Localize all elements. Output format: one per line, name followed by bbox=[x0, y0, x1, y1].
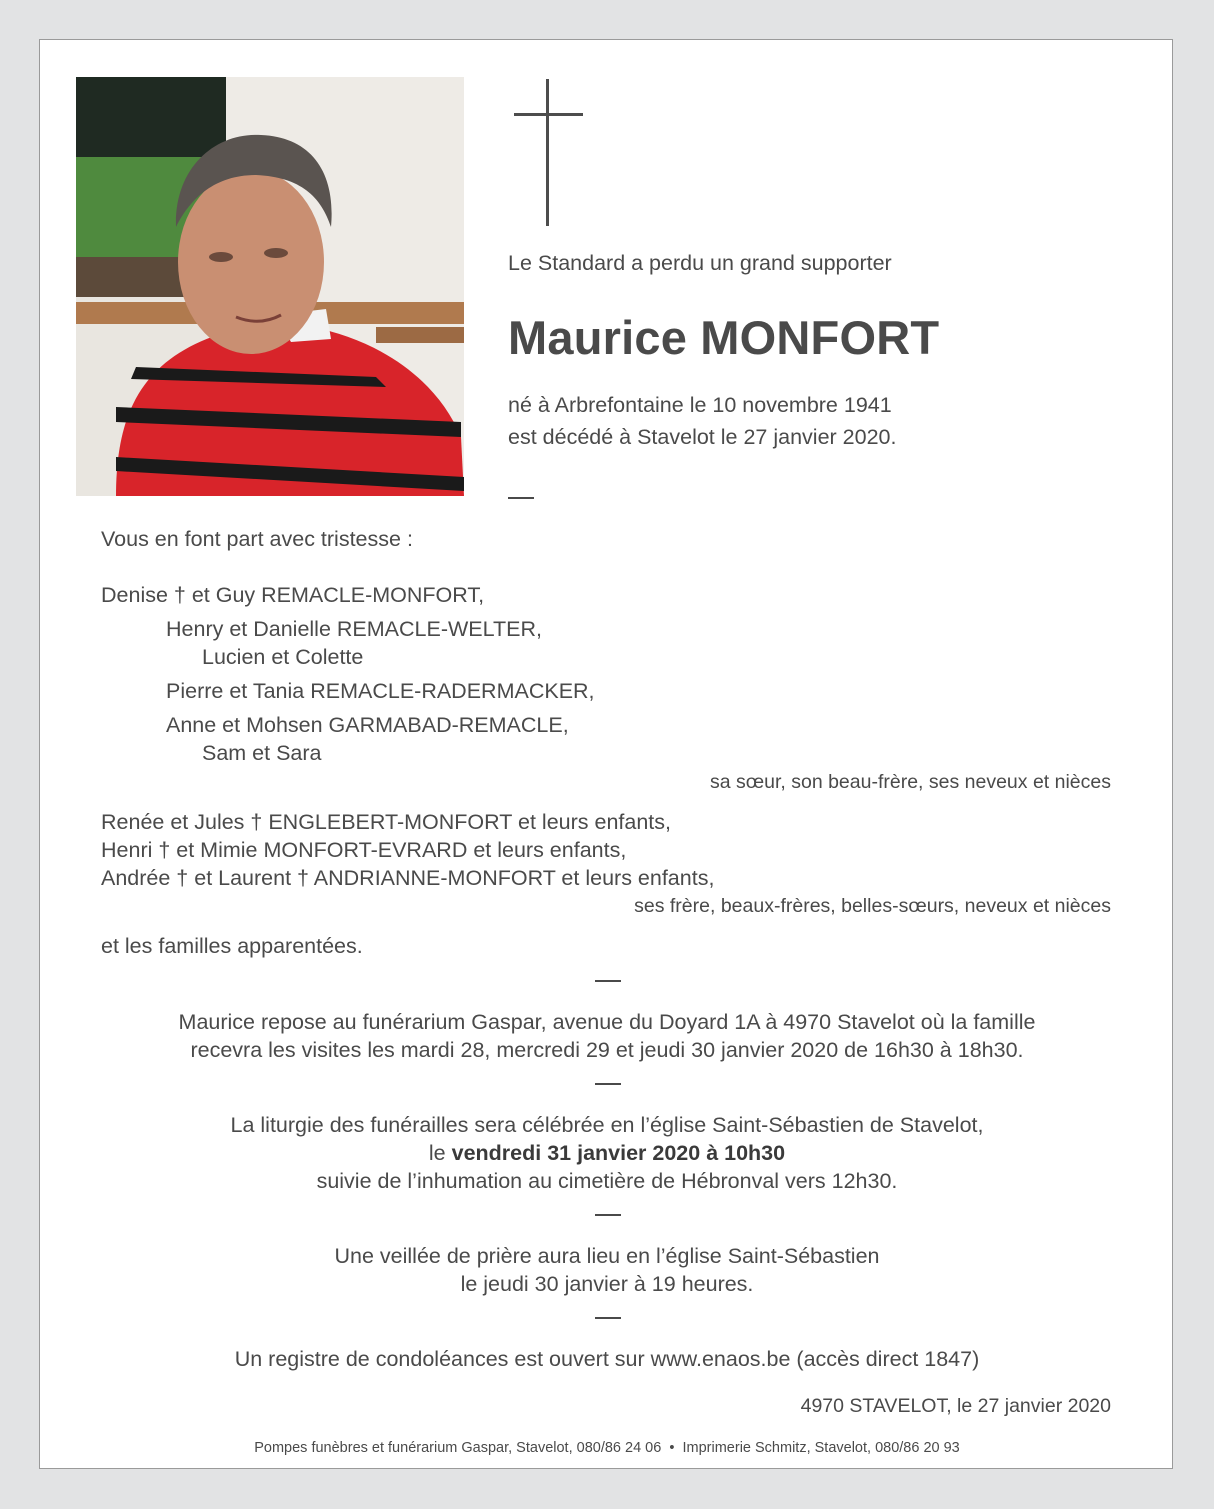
separator-dash bbox=[508, 497, 534, 499]
visits-line: Maurice repose au funérarium Gaspar, avenue du Doyard 1A à 4970 Stavelot où la famille bbox=[178, 1010, 1036, 1034]
vigil-line: Une veillée de prière aura lieu en l’église Saint-Sébastien bbox=[334, 1244, 880, 1268]
birth-line: né à Arbrefontaine le 10 novembre 1941 bbox=[508, 393, 892, 417]
family-line: Anne et Mohsen GARMABAD-REMACLE, bbox=[166, 713, 569, 737]
footer-separator: • bbox=[669, 1440, 675, 1456]
separator-dash bbox=[595, 1083, 621, 1085]
funeral-date: vendredi 31 janvier 2020 à 10h30 bbox=[451, 1141, 786, 1165]
family-relation: ses frère, beaux-frères, belles-sœurs, neveux et nièces bbox=[634, 895, 1111, 917]
family-line: Renée et Jules † ENGLEBERT-MONFORT et leurs enfants, bbox=[101, 810, 671, 834]
tagline: Le Standard a perdu un grand supporter bbox=[508, 251, 892, 275]
deceased-name: Maurice MONFORT bbox=[508, 311, 940, 364]
family-line: Pierre et Tania REMACLE-RADERMACKER, bbox=[166, 679, 595, 703]
separator-dash bbox=[595, 1317, 621, 1319]
funeral-line: suivie de l’inhumation au cimetière de Hébronval vers 12h30. bbox=[316, 1169, 898, 1193]
funeral-date-prefix: le bbox=[428, 1141, 452, 1165]
visits-line: recevra les visites les mardi 28, mercredi 29 et jeudi 30 janvier 2020 de 16h30 à 18h30. bbox=[190, 1038, 1024, 1062]
family-line: Andrée † et Laurent † ANDRIANNE-MONFORT et leurs enfants, bbox=[101, 866, 715, 890]
separator-dash bbox=[595, 1214, 621, 1216]
funeral-line: La liturgie des funérailles sera célébrée en l’église Saint-Sébastien de Stavelot, bbox=[230, 1113, 984, 1137]
dateline: 4970 STAVELOT, le 27 janvier 2020 bbox=[800, 1395, 1111, 1417]
family-line: Denise † et Guy REMACLE-MONFORT, bbox=[101, 583, 485, 607]
family-line: Lucien et Colette bbox=[202, 645, 364, 669]
cross-icon bbox=[546, 79, 549, 226]
family-relation: sa sœur, son beau-frère, ses neveux et nièces bbox=[709, 771, 1111, 793]
family-closing: et les familles apparentées. bbox=[101, 934, 363, 958]
vigil-line: le jeudi 30 janvier à 19 heures. bbox=[460, 1272, 754, 1296]
death-line: est décédé à Stavelot le 27 janvier 2020. bbox=[508, 425, 897, 449]
family-intro: Vous en font part avec tristesse : bbox=[101, 527, 413, 551]
obituary-card bbox=[39, 39, 1173, 1469]
portrait-photo bbox=[76, 77, 464, 496]
condolences-line: Un registre de condoléances est ouvert sur www.enaos.be (accès direct 1847) bbox=[234, 1347, 980, 1371]
footer-left: Pompes funèbres et funérarium Gaspar, Stavelot, 080/86 24 06 bbox=[254, 1440, 662, 1456]
cross-icon-bar bbox=[514, 113, 583, 116]
family-line: Henri † et Mimie MONFORT-EVRARD et leurs enfants, bbox=[101, 838, 627, 862]
family-line: Henry et Danielle REMACLE-WELTER, bbox=[166, 617, 542, 641]
footer bbox=[40, 1439, 1174, 1457]
separator-dash bbox=[595, 980, 621, 982]
family-line: Sam et Sara bbox=[202, 741, 322, 765]
funeral-date-line bbox=[40, 1139, 1174, 1167]
footer-right: Imprimerie Schmitz, Stavelot, 080/86 20 93 bbox=[682, 1440, 960, 1456]
